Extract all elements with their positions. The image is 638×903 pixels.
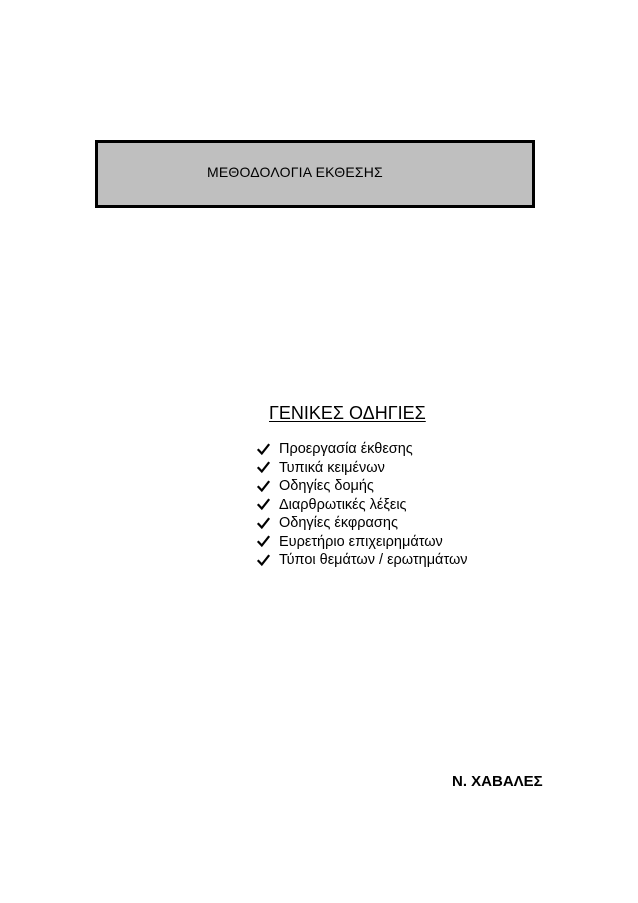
checkmark-icon <box>257 535 270 548</box>
list-item <box>257 533 468 552</box>
list-item <box>257 514 468 533</box>
title-box <box>95 140 535 208</box>
checkmark-icon <box>257 443 270 456</box>
section-heading: ΓΕΝΙΚΕΣ ΟΔΗΓΙΕΣ <box>269 403 426 423</box>
author-name: Ν. ΧΑΒΑΛΕΣ <box>452 773 543 790</box>
list-item <box>257 440 468 459</box>
document-title: ΜΕΘΟΔΟΛΟΓΙΑ ΕΚΘΕΣΗΣ <box>207 164 383 180</box>
checkmark-icon <box>257 461 270 474</box>
list-item <box>257 459 468 478</box>
list-item <box>257 496 468 515</box>
checkmark-icon <box>257 480 270 493</box>
list-item-label: Διαρθρωτικές λέξεις <box>279 496 407 513</box>
checkmark-icon <box>257 517 270 530</box>
checkmark-icon <box>257 554 270 567</box>
list-item <box>257 477 468 496</box>
list-item-label: Οδηγίες έκφρασης <box>279 515 398 532</box>
list-item-label: Ευρετήριο επιχειρημάτων <box>279 533 443 550</box>
list-item-label: Τυπικά κειμένων <box>279 459 385 476</box>
list-item-label: Προεργασία έκθεσης <box>279 441 413 458</box>
list-item <box>257 551 468 570</box>
checkmark-icon <box>257 498 270 511</box>
list-item-label: Οδηγίες δομής <box>279 478 374 495</box>
guidelines-checklist <box>257 440 468 570</box>
list-item-label: Τύποι θεμάτων / ερωτημάτων <box>279 552 468 569</box>
